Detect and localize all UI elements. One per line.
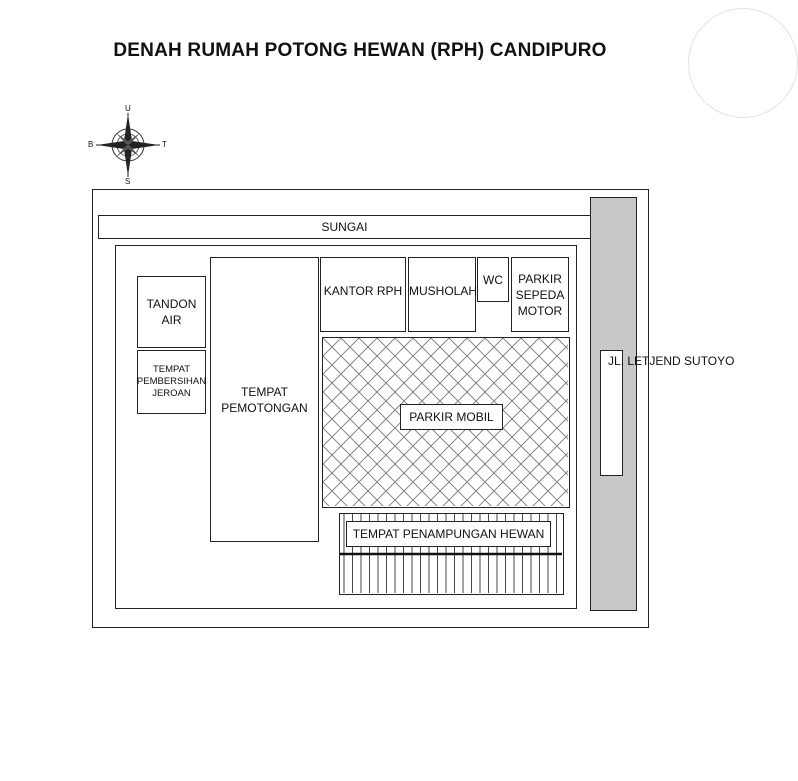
slaughter-area: TEMPAT PEMOTONGAN: [210, 257, 319, 542]
car-parking-label: PARKIR MOBIL: [400, 404, 503, 430]
decorative-circle: [688, 8, 798, 118]
road-label: JL. LETJEND SUTOYO: [608, 354, 735, 368]
prayer-room-musholah: MUSHOLAH: [408, 257, 476, 332]
compass-south: S: [125, 177, 131, 186]
compass-icon: [88, 104, 168, 186]
animal-holding-label: TEMPAT PENAMPUNGAN HEWAN: [346, 521, 551, 547]
compass-rose: [88, 104, 168, 186]
compass-north: U: [125, 104, 131, 113]
river-sungai: SUNGAI: [98, 215, 591, 239]
compass-east: T: [162, 140, 167, 149]
page-title: DENAH RUMAH POTONG HEWAN (RPH) CANDIPURO: [113, 40, 607, 61]
water-tank: TANDON AIR: [137, 276, 206, 348]
wc-room: WC: [477, 257, 509, 302]
compass-west: B: [88, 140, 94, 149]
offal-cleaning-area: TEMPAT PEMBERSIHAN JEROAN: [137, 350, 206, 414]
motorcycle-parking: PARKIR SEPEDA MOTOR: [511, 257, 569, 332]
office-kantor-rph: KANTOR RPH: [320, 257, 406, 332]
